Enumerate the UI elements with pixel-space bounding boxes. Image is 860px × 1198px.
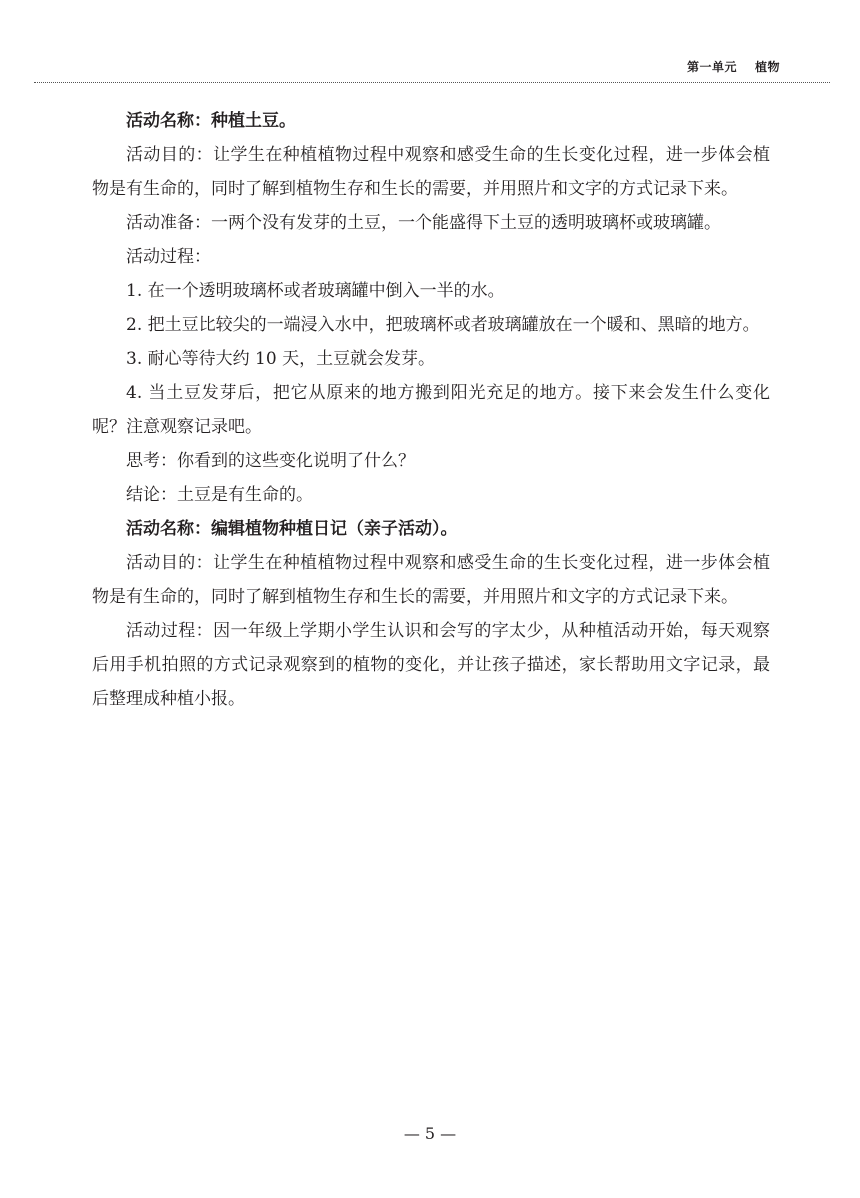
activity-process-2: 活动过程：因一年级上学期小学生认识和会写的字太少，从种植活动开始，每天观察后用手机拍照的方式记录观察到的植物的变化，并让孩子描述，家长帮助用文字记录，最后整理成种植小报。 xyxy=(92,621,770,709)
activity-preparation: 活动准备：一两个没有发芽的土豆，一个能盛得下土豆的透明玻璃杯或玻璃罐。 xyxy=(126,213,721,233)
header-divider xyxy=(34,82,830,83)
body-text xyxy=(92,104,770,716)
activity-purpose-2: 活动目的：让学生在种植植物过程中观察和感受生命的生长变化过程，进一步体会植物是有生命的，同时了解到植物生存和生长的需要，并用照片和文字的方式记录下来。 xyxy=(92,553,770,607)
activity-purpose-1: 活动目的：让学生在种植植物过程中观察和感受生命的生长变化过程，进一步体会植物是有生命的，同时了解到植物生存和生长的需要，并用照片和文字的方式记录下来。 xyxy=(92,145,770,199)
process-step-4: 4. 当土豆发芽后，把它从原来的地方搬到阳光充足的地方。接下来会发生什么变化呢？注意观察记录吧。 xyxy=(92,383,770,437)
process-step-3: 3. 耐心等待大约 10 天，土豆就会发芽。 xyxy=(126,349,436,369)
running-header xyxy=(687,58,780,75)
conclusion: 结论：土豆是有生命的。 xyxy=(126,485,313,505)
topic-label: 植物 xyxy=(754,60,780,74)
activity-title-1: 活动名称：种植土豆。 xyxy=(126,111,296,131)
thinking-question: 思考：你看到的这些变化说明了什么？ xyxy=(126,451,415,471)
unit-label: 第一单元 xyxy=(686,60,737,74)
activity-process-heading: 活动过程： xyxy=(126,247,211,267)
process-step-2: 2. 把土豆比较尖的一端浸入水中，把玻璃杯或者玻璃罐放在一个暖和、黑暗的地方。 xyxy=(126,315,760,335)
page-number: — 5 — xyxy=(403,1124,457,1143)
process-step-1: 1. 在一个透明玻璃杯或者玻璃罐中倒入一半的水。 xyxy=(126,281,505,301)
activity-title-2: 活动名称：编辑植物种植日记（亲子活动）。 xyxy=(126,519,458,539)
